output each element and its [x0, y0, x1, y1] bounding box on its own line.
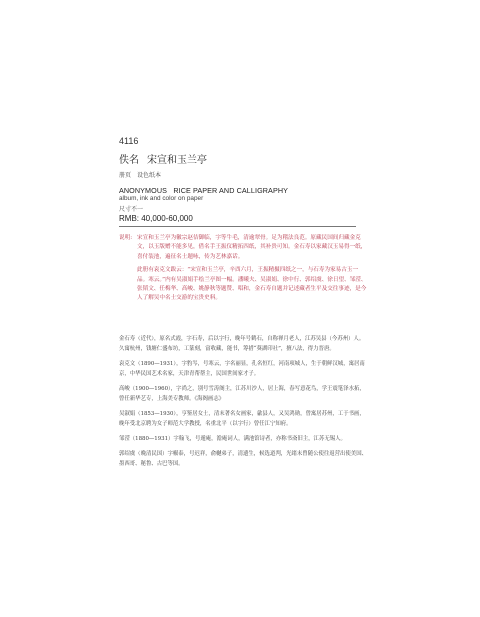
english-title [119, 186, 288, 195]
bio-paragraph: 邹滢（1880—1931）字翰飞，号遁庵，澹庵词人，满池馆诗者，亦称书斋旧主，江苏无锡人。 [119, 435, 346, 442]
size: 尺寸不一 [119, 206, 144, 213]
medium-en: album, ink and color on paper [119, 195, 204, 202]
description-note [119, 234, 369, 308]
divider [119, 226, 356, 227]
bio-paragraph: 吴淑娟（1853—1930），亨鉴居女士，清末著名女画家，歙县人，又吴鸿勋，曾寓居苏州，工于书画，晚年受北京聘为女子师范大学教授，名重北平（以字行）曾任江宁知府。 [119, 410, 365, 427]
lot-number: 4116 [119, 136, 139, 146]
note-paragraph: 此册有袁克文跋云：“宋宣和玉兰亭，辛酉六月，王振精摄四纸之一，与石寿为家易古玉一品。寒云。”内有吴淑娟手绘兰亭图一幅。潘曦夫、吴淑娟、徐中行、郭绍虞、徐日望、邹滢、张韬文、任梅华、高峻、姚静秋等题赞、唱和，金石寿自题并记述藏者生平及交往事迹，是今人了解吴中名士交游的宝贵史料。 [137, 267, 367, 302]
estimate: RMB: 40,000-60,000 [119, 214, 193, 223]
artist-name-cn: 佚名 [119, 155, 139, 166]
work-title-cn: 宋宣和玉兰亭 [147, 155, 207, 166]
note-paragraph: 宋宣和玉兰亭为徽宗赵佶御临，字等牛毛，清逾翠骨。足为稽法良范。原藏民国间归藏金克文，以玉版赠不能多见，借名手王振仪精拓四纸，其补贵可知。金石寿以家藏汉玉易得一纸，喜付装池，遍征名士题咏，传为艺林嘉话。 [137, 235, 367, 260]
format-cn: 册页 [119, 172, 132, 179]
work-title-en: RICE PAPER AND CALLIGRAPHY [173, 186, 289, 195]
medium-desc-cn: 设色纸本 [137, 172, 162, 179]
lot-title [119, 151, 207, 166]
biographies [119, 335, 369, 475]
medium-cn [119, 170, 161, 179]
bio-paragraph: 金石寿（近代），原名式霞，字石寿，后以字行，晚年号鹤石，自称禅月老人，江苏吴县（今苏州）人。久寓杭州，钱塘仁盛布坊，工篆刻，富收藏，能书，筹措“葵湖印社”，擅八法，得力晋唐。 [119, 336, 365, 352]
bio-paragraph: 高峻（1900—1960），字尚之，别号雪涛阁主，江苏川沙人，居上海，春写意花鸟，学王震笔泽水拓，曾任新华艺专，上海美专教师。《海阁画志》 [119, 385, 365, 402]
note-label: 说明: [119, 235, 133, 241]
artist-name-en: ANONYMOUS [119, 186, 168, 195]
bio-paragraph: 郭绍虞（晚清民国）字椒泰，号迟祥，俞樾弟子，清遗生，候选道判，光绪末曾随公使往返营出使美国、墨西哥、秘鲁、古巴等国。 [119, 451, 367, 467]
bio-paragraph: 袁克文（1890—1931），字豹岑，号寒云，字名丽显，孔名恒红，河南项城人，生于朝鲜汉城，寓居南京，中华民国艺术名家，天津青帮帮主，民国世间家才子。 [119, 360, 365, 377]
